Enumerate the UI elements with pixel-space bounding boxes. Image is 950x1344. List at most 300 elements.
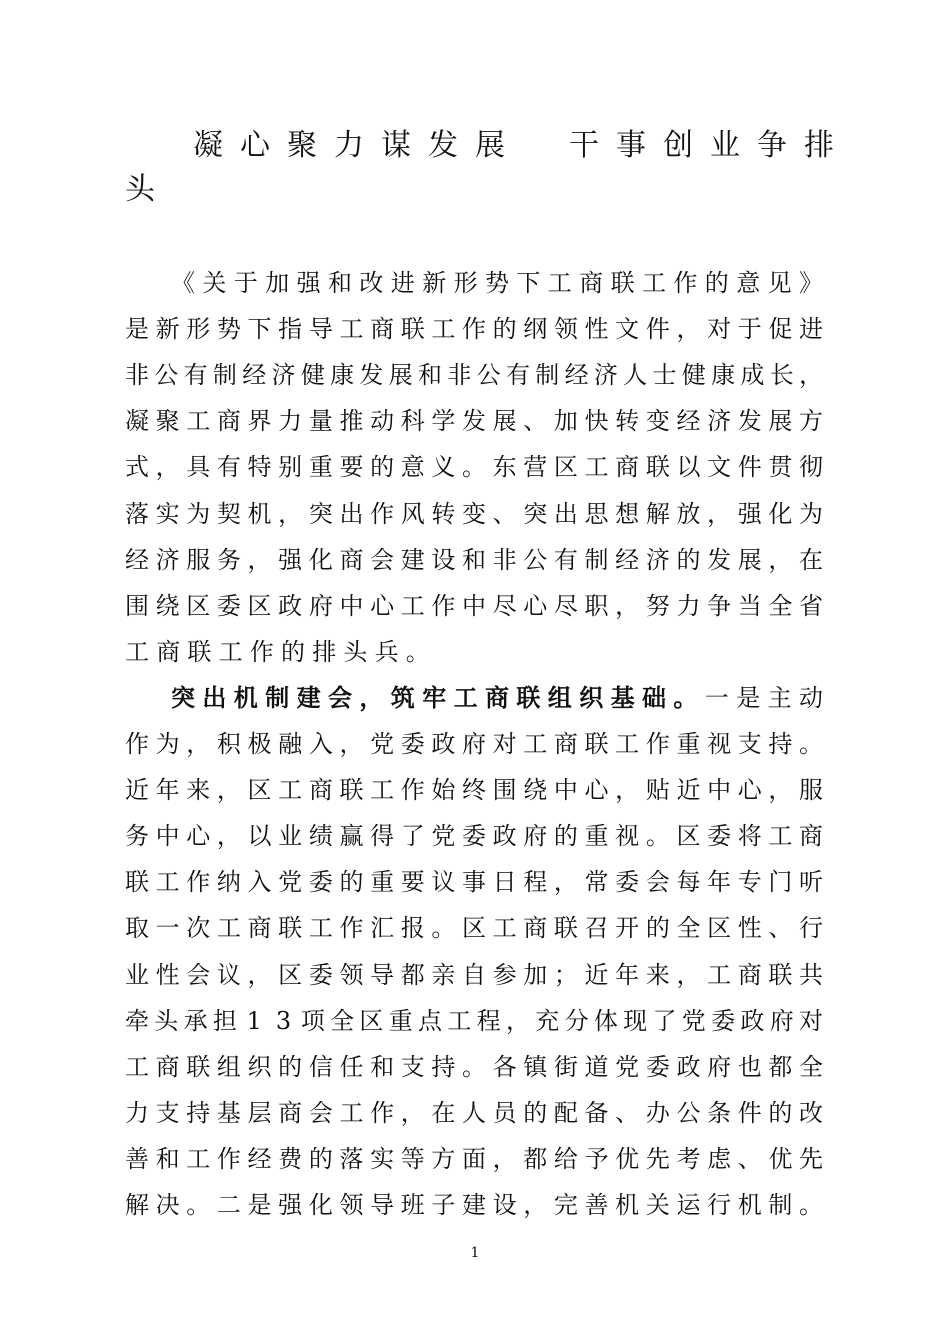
body-char: 都 xyxy=(523,1145,548,1173)
body-char: 式 xyxy=(125,453,149,481)
body-char: 工 xyxy=(125,1053,149,1081)
body-char: 委 xyxy=(216,592,241,620)
body-char: 联 xyxy=(768,961,793,989)
body-char: 二 xyxy=(216,1191,241,1219)
body-char: 出 xyxy=(553,500,578,528)
body-char: ， xyxy=(615,776,640,804)
body-char: 中 xyxy=(553,776,578,804)
body-char: 牵 xyxy=(125,1007,149,1035)
body-char: 力 xyxy=(125,1099,149,1127)
title-char: 创 xyxy=(663,128,693,163)
body-char: 政 xyxy=(740,1007,765,1035)
bold-char: 。 xyxy=(673,684,698,712)
body-char: 区 xyxy=(553,453,578,481)
body-char: 围 xyxy=(492,776,517,804)
body-char: 建 xyxy=(462,1191,486,1219)
body-char: 充 xyxy=(535,1007,560,1035)
body-char: 量 xyxy=(308,407,333,435)
body-char: 。 xyxy=(405,638,430,666)
body-char: 公 xyxy=(154,361,179,389)
body-char: 持 xyxy=(431,1053,456,1081)
body-char: 聚 xyxy=(155,407,180,435)
body-char: 门 xyxy=(768,868,793,896)
body-char: 落 xyxy=(125,500,149,528)
body-char: 意 xyxy=(400,453,425,481)
title-char: 排 xyxy=(804,128,834,163)
body-char: 的 xyxy=(645,914,670,942)
body-char: 班 xyxy=(400,1191,425,1219)
body-char: 工 xyxy=(125,638,149,666)
bold-char: ， xyxy=(359,684,384,712)
body-char: 支 xyxy=(400,1053,425,1081)
body-char: 心 xyxy=(186,822,211,850)
body-char: 纲 xyxy=(523,315,548,343)
body-char: 力 xyxy=(676,592,701,620)
body-char: 予 xyxy=(584,1145,609,1173)
body-char: 济 xyxy=(707,407,732,435)
body-char: 行 xyxy=(799,914,823,942)
body-char: 的 xyxy=(553,822,578,850)
body-char: 赢 xyxy=(339,822,364,850)
body-char: 想 xyxy=(615,500,640,528)
body-char: 来 xyxy=(186,776,211,804)
body-char: 制 xyxy=(584,546,609,574)
page-number: 1 xyxy=(470,1245,480,1261)
body-line xyxy=(0,543,950,577)
body-char: 入 xyxy=(308,730,333,758)
body-char: ， xyxy=(676,961,701,989)
body-char: 尽 xyxy=(553,592,578,620)
body-char: 力 xyxy=(278,407,303,435)
bold-char: 筑 xyxy=(390,684,415,712)
body-char: 了 xyxy=(652,1007,677,1035)
body-char: 强 xyxy=(296,269,321,297)
body-char: 组 xyxy=(216,1053,241,1081)
body-char: 动 xyxy=(799,684,823,712)
body-char: 区 xyxy=(676,822,701,850)
body-char: 配 xyxy=(553,1099,578,1127)
body-char: 。 xyxy=(186,1191,211,1219)
body-char: 都 xyxy=(400,961,425,989)
body-char: ， xyxy=(247,546,272,574)
body-char: 心 xyxy=(523,592,548,620)
body-char: 具 xyxy=(186,453,211,481)
body-char: 作 xyxy=(125,730,149,758)
body-char: 联 xyxy=(339,776,364,804)
body-char: 工 xyxy=(547,269,572,297)
bold-char: 出 xyxy=(202,684,227,712)
body-char: 发 xyxy=(707,546,732,574)
body-char: 健 xyxy=(681,361,706,389)
body-char: 业 xyxy=(125,961,149,989)
body-char: 。 xyxy=(799,1191,823,1219)
body-char: 的 xyxy=(704,269,729,297)
body-char: 层 xyxy=(247,1099,272,1127)
body-char: 兵 xyxy=(374,638,399,666)
body-char: 政 xyxy=(278,592,303,620)
body-char: 工 xyxy=(707,961,732,989)
body-char: 有 xyxy=(216,453,241,481)
body-char: 持 xyxy=(186,1099,211,1127)
body-char: 人 xyxy=(462,1099,486,1127)
title-char: 头 xyxy=(125,172,155,207)
body-char: 汇 xyxy=(370,914,395,942)
body-char: 东 xyxy=(492,453,517,481)
body-char: 商 xyxy=(799,822,823,850)
body-char: 持 xyxy=(768,730,793,758)
body-char: 自 xyxy=(462,961,486,989)
body-char: 工 xyxy=(642,269,666,297)
body-char: 。 xyxy=(799,730,823,758)
body-char: 推 xyxy=(339,407,364,435)
body-char: 服 xyxy=(186,546,211,574)
body-char: 备 xyxy=(584,1099,609,1127)
body-char: 、 xyxy=(737,1145,762,1173)
body-char: 展 xyxy=(768,407,793,435)
body-char: 支 xyxy=(737,730,762,758)
body-char: 会 xyxy=(645,868,670,896)
body-char: 、 xyxy=(615,1099,640,1127)
body-char: 的 xyxy=(676,546,701,574)
body-char: ， xyxy=(523,1191,548,1219)
bold-char: 建 xyxy=(296,684,321,712)
body-char: 委 xyxy=(308,868,333,896)
body-char: 设 xyxy=(431,546,456,574)
body-char: 于 xyxy=(737,315,762,343)
body-char: 工 xyxy=(186,1145,211,1173)
body-char: 近 xyxy=(676,776,701,804)
body-char: 考 xyxy=(676,1145,701,1173)
body-char: 作 xyxy=(400,776,425,804)
body-char: 义 xyxy=(431,453,456,481)
body-char: 子 xyxy=(431,1191,456,1219)
body-char: 下 xyxy=(247,315,272,343)
body-char: 的 xyxy=(370,453,395,481)
body-char: 当 xyxy=(737,592,762,620)
body-char: 商 xyxy=(737,961,762,989)
body-char: 成 xyxy=(740,361,765,389)
body-char: 见 xyxy=(767,269,792,297)
body-char: 实 xyxy=(155,500,180,528)
body-char: 机 xyxy=(615,1191,640,1219)
body-char: 设 xyxy=(492,1191,517,1219)
body-char: 贯 xyxy=(768,453,793,481)
body-char: 区 xyxy=(186,592,211,620)
body-char: 专 xyxy=(737,868,762,896)
body-char: 共 xyxy=(799,961,823,989)
body-char: 员 xyxy=(492,1099,517,1127)
body-char: 商 xyxy=(339,546,364,574)
body-char: 工 xyxy=(447,1007,472,1035)
body-char: 经 xyxy=(676,407,701,435)
body-char: 也 xyxy=(737,1053,762,1081)
body-char: 工 xyxy=(431,315,456,343)
body-char: 近 xyxy=(584,961,609,989)
body-char: 参 xyxy=(492,961,517,989)
body-char: 任 xyxy=(339,1053,364,1081)
body-char: 凝 xyxy=(125,407,149,435)
body-char: 优 xyxy=(768,1145,793,1173)
body-char: 心 xyxy=(370,592,395,620)
body-char: 势 xyxy=(485,269,509,297)
body-char: 长 xyxy=(769,361,794,389)
body-char: 尽 xyxy=(492,592,517,620)
body-char: ， xyxy=(553,868,578,896)
body-char: ， xyxy=(247,961,272,989)
body-char: 的 xyxy=(281,638,305,666)
body-char: 化 xyxy=(308,546,333,574)
body-char: 工 xyxy=(523,730,548,758)
body-char: ； xyxy=(553,961,578,989)
body-char: 和 xyxy=(418,361,443,389)
body-line xyxy=(0,911,950,945)
body-char: 对 xyxy=(799,1007,823,1035)
body-char: 报 xyxy=(400,914,425,942)
body-char: 委 xyxy=(711,1007,736,1035)
body-char: 将 xyxy=(737,822,762,850)
body-char: 中 xyxy=(155,822,180,850)
body-char: 放 xyxy=(676,500,701,528)
body-char: 议 xyxy=(431,868,456,896)
body-char: 下 xyxy=(516,269,541,297)
body-char: 加 xyxy=(523,961,548,989)
body-char: ， xyxy=(799,361,823,389)
body-char: 终 xyxy=(462,776,486,804)
body-char: 运 xyxy=(676,1191,701,1219)
body-char: 委 xyxy=(645,1053,670,1081)
body-char: 取 xyxy=(125,914,149,942)
body-char: 经 xyxy=(564,361,589,389)
body-char: 一 xyxy=(704,684,729,712)
body-char: 作 xyxy=(249,638,274,666)
body-char: 势 xyxy=(216,315,241,343)
body-line xyxy=(0,589,950,623)
body-char: 非 xyxy=(492,546,517,574)
body-char: 府 xyxy=(523,822,548,850)
body-char: 的 xyxy=(339,868,364,896)
body-char: 中 xyxy=(339,592,364,620)
body-char: ， xyxy=(505,1007,530,1035)
body-char: 形 xyxy=(186,315,211,343)
body-char: 支 xyxy=(155,1099,180,1127)
body-char: 在 xyxy=(431,1099,456,1127)
body-char: 商 xyxy=(308,776,333,804)
body-char: ， xyxy=(615,592,640,620)
body-char: 围 xyxy=(125,592,149,620)
body-char: 了 xyxy=(400,822,425,850)
bold-char: 会 xyxy=(328,684,352,712)
body-char: 等 xyxy=(400,1145,425,1173)
body-char: 出 xyxy=(339,500,364,528)
body-char: 对 xyxy=(492,730,517,758)
body-char: 方 xyxy=(799,407,823,435)
body-char: 于 xyxy=(233,269,258,297)
title-char: 干 xyxy=(569,128,599,163)
body-char: 领 xyxy=(339,961,364,989)
body-line xyxy=(0,635,950,669)
body-char: 有 xyxy=(505,361,530,389)
body-char: 以 xyxy=(247,822,272,850)
body-char: 工 xyxy=(584,453,609,481)
body-char: 中 xyxy=(462,592,486,620)
body-char: 文 xyxy=(615,315,640,343)
body-char: 联 xyxy=(187,638,212,666)
body-char: 点 xyxy=(418,1007,443,1035)
body-char: 在 xyxy=(799,546,823,574)
body-char: 导 xyxy=(308,315,333,343)
body-char: 1 xyxy=(246,1007,262,1035)
body-char: 决 xyxy=(155,1191,180,1219)
body-char: 商 xyxy=(278,1099,303,1127)
body-char: 作 xyxy=(216,1145,241,1173)
body-char: 党 xyxy=(431,822,456,850)
body-char: 给 xyxy=(553,1145,578,1173)
bold-char: 工 xyxy=(453,684,478,712)
body-char: 重 xyxy=(584,822,609,850)
body-char: 有 xyxy=(553,546,578,574)
title-line xyxy=(0,170,950,210)
body-char: 作 xyxy=(645,730,670,758)
body-char: ， xyxy=(155,453,180,481)
title-char xyxy=(521,126,553,166)
body-char: ， xyxy=(768,546,793,574)
body-char: 会 xyxy=(308,1099,333,1127)
body-char: 和 xyxy=(155,1145,180,1173)
body-char: 作 xyxy=(462,315,486,343)
body-char: 关 xyxy=(645,1191,670,1219)
body-line xyxy=(0,312,950,346)
body-char: 听 xyxy=(799,868,823,896)
body-char: 学 xyxy=(431,407,456,435)
title-char: 凝 xyxy=(193,128,223,163)
body-char: 商 xyxy=(553,730,578,758)
body-char: 的 xyxy=(768,1099,793,1127)
body-char: 加 xyxy=(265,269,290,297)
body-char: 健 xyxy=(300,361,325,389)
body-char: 工 xyxy=(278,776,303,804)
body-char: 工 xyxy=(615,730,640,758)
body-char: 领 xyxy=(339,1191,364,1219)
body-char: 区 xyxy=(278,961,303,989)
body-char: 业 xyxy=(278,822,303,850)
body-char: 领 xyxy=(553,315,578,343)
body-char: 党 xyxy=(278,868,303,896)
body-char: 界 xyxy=(247,407,272,435)
body-char: 分 xyxy=(564,1007,589,1035)
body-char: 承 xyxy=(183,1007,208,1035)
body-char: 3 xyxy=(275,1007,292,1035)
body-char: 化 xyxy=(768,500,793,528)
body-char: 。 xyxy=(431,914,456,942)
body-line xyxy=(0,1050,950,1084)
body-char: 作 xyxy=(431,592,456,620)
body-char: 和 xyxy=(328,269,352,297)
bold-char: 础 xyxy=(642,684,666,712)
body-char: 落 xyxy=(339,1145,364,1173)
body-char: 商 xyxy=(156,638,181,666)
bold-char: 织 xyxy=(579,684,604,712)
body-line xyxy=(0,497,950,531)
body-char: 程 xyxy=(523,868,548,896)
body-char: 商 xyxy=(155,1053,180,1081)
bold-char: 机 xyxy=(233,684,258,712)
body-char: 联 xyxy=(584,730,609,758)
body-char: 面 xyxy=(462,1145,486,1173)
body-char: 来 xyxy=(645,961,670,989)
body-char: 《 xyxy=(171,269,195,297)
body-char: 政 xyxy=(676,1053,701,1081)
body-char: 件 xyxy=(737,1099,762,1127)
body-char: 快 xyxy=(584,407,609,435)
body-char: 会 xyxy=(186,961,211,989)
body-line xyxy=(0,266,950,300)
body-char: 、 xyxy=(768,914,793,942)
body-char: 善 xyxy=(584,1191,609,1219)
body-char: 和 xyxy=(370,1053,395,1081)
title-char: 心 xyxy=(240,128,270,163)
body-char: 为 xyxy=(186,500,211,528)
body-char: 联 xyxy=(610,269,635,297)
body-char: 新 xyxy=(155,315,180,343)
body-char: 道 xyxy=(584,1053,609,1081)
body-char: 件 xyxy=(645,315,670,343)
body-line xyxy=(0,1188,950,1222)
body-char: ， xyxy=(492,1145,517,1173)
body-char: 济 xyxy=(593,361,618,389)
body-char: 非 xyxy=(447,361,472,389)
body-char: 性 xyxy=(737,914,762,942)
body-char: 商 xyxy=(216,407,241,435)
body-char: 完 xyxy=(553,1191,578,1219)
body-char: 契 xyxy=(216,500,241,528)
body-char: 办 xyxy=(645,1099,670,1127)
body-line xyxy=(0,865,950,899)
body-char: 近 xyxy=(125,776,149,804)
body-char: 职 xyxy=(584,592,609,620)
body-char: 工 xyxy=(339,315,364,343)
body-char: 公 xyxy=(523,546,548,574)
body-char: ， xyxy=(768,776,793,804)
body-char: 方 xyxy=(431,1145,456,1173)
body-char: 变 xyxy=(645,407,670,435)
body-char: 区 xyxy=(247,776,272,804)
body-char: 绩 xyxy=(308,822,333,850)
body-char: 工 xyxy=(155,868,180,896)
body-char: 士 xyxy=(652,361,677,389)
body-char: 展 xyxy=(492,407,517,435)
body-char: 年 xyxy=(155,776,180,804)
body-char: 公 xyxy=(676,1099,701,1127)
body-char: 、 xyxy=(492,500,517,528)
bold-char: 牢 xyxy=(422,684,447,712)
body-char: 风 xyxy=(400,500,425,528)
body-char: 基 xyxy=(216,1099,241,1127)
body-char: 先 xyxy=(799,1145,823,1173)
body-char: 工 xyxy=(400,592,425,620)
body-char: 日 xyxy=(492,868,517,896)
body-char: 始 xyxy=(431,776,456,804)
body-char: 党 xyxy=(615,1053,640,1081)
body-char: 联 xyxy=(278,914,303,942)
body-char: 纳 xyxy=(216,868,241,896)
body-char: 工 xyxy=(308,914,333,942)
body-char: ， xyxy=(216,776,241,804)
body-char: 是 xyxy=(736,684,761,712)
body-char: 特 xyxy=(247,453,272,481)
title-char: 展 xyxy=(475,128,505,163)
body-char: 视 xyxy=(707,730,732,758)
body-char: 头 xyxy=(154,1007,179,1035)
